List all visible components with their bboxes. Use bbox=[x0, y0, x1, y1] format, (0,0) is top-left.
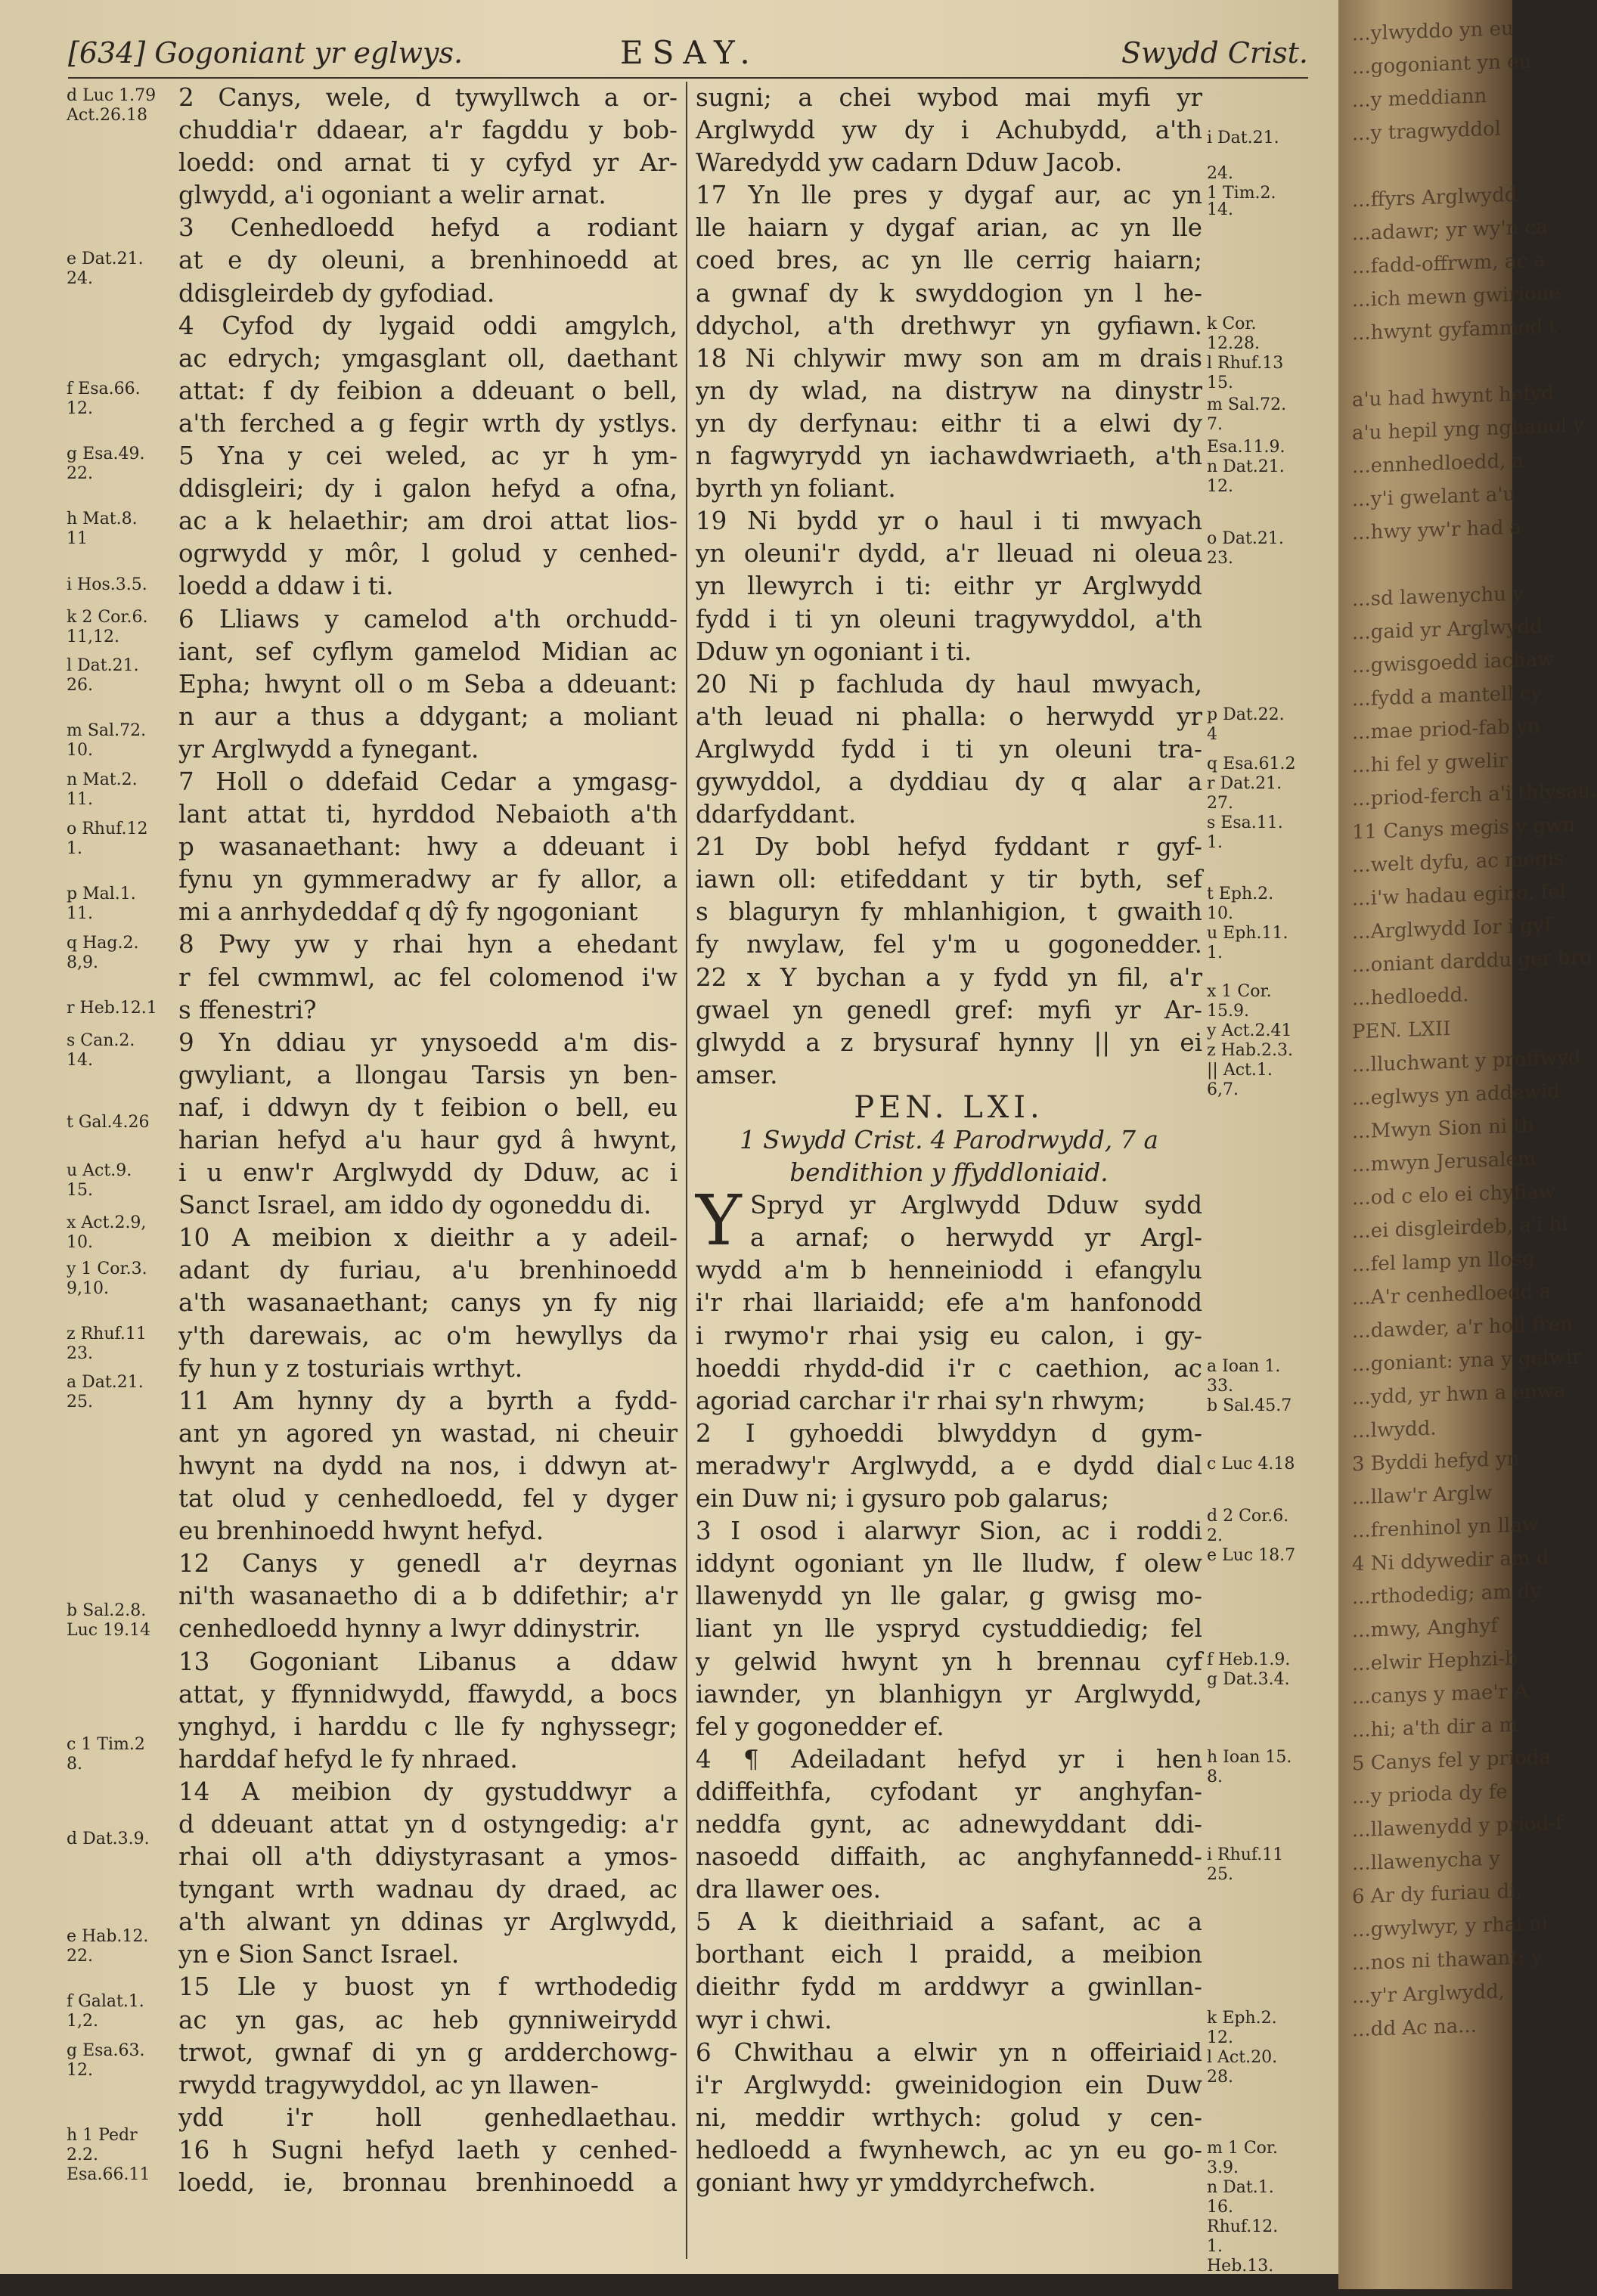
text-line: 17 Yn lle pres y dygaf aur, ac yn bbox=[696, 181, 1202, 210]
header-right: Swydd Crist. bbox=[1121, 36, 1308, 70]
text-line: harddaf hefyd le fy nhraed. bbox=[178, 1744, 518, 1774]
margin-reference: m Sal.72. 10. bbox=[67, 721, 147, 761]
facing-page-line: ...ydd, yr hwn a enwa bbox=[1352, 1379, 1566, 1410]
facing-page-line: 11 Canys megis y gwn bbox=[1352, 813, 1575, 844]
text-line: 12 Canys y genedl a'r deyrnas bbox=[178, 1549, 678, 1579]
margin-reference: h 1 Pedr 2.2. Esa.66.11 bbox=[67, 2126, 150, 2185]
text-line: mi a anrhydeddaf q dŷ fy ngogoniant bbox=[178, 897, 638, 927]
text-line: 8 Pwy yw y rhai hyn a ehedant bbox=[178, 930, 678, 959]
facing-page-line: ...lwydd. bbox=[1352, 1417, 1437, 1443]
facing-page-line: ...y prioda dy fe bbox=[1352, 1780, 1508, 1809]
text-line: coed bres, ac yn lle cerrig haiarn; bbox=[696, 246, 1202, 275]
text-line: ddisgleiri; dy i galon hefyd a ofna, bbox=[178, 474, 678, 504]
text-line: fel y gogonedder ef. bbox=[696, 1712, 944, 1741]
facing-page-line: ...hedloedd. bbox=[1352, 983, 1469, 1011]
text-line: a arnaf; o herwydd yr Argl- bbox=[750, 1223, 1202, 1253]
facing-page-line: ...hwynt gyfammod t bbox=[1352, 314, 1557, 345]
text-line: 4 ¶ Adeiladant hefyd yr i hen bbox=[696, 1744, 1202, 1774]
margin-reference: c Luc 4.18 bbox=[1207, 1455, 1295, 1474]
margin-reference: m 1 Cor. 3.9. n Dat.1. 16. Rhuf.12. 1. Heb.13. 15. bbox=[1207, 2139, 1279, 2296]
margin-reference: e Hab.12. 22. bbox=[67, 1927, 149, 1966]
text-line: a'th ferched a g fegir wrth dy ystlys. bbox=[178, 408, 678, 438]
margin-reference: d 2 Cor.6. 2. e Luc 18.7 bbox=[1207, 1507, 1296, 1566]
margin-reference: m Sal.72. 7. bbox=[1207, 395, 1287, 435]
facing-page-line: PEN. LXII bbox=[1352, 1017, 1451, 1044]
text-line: llawenydd yn lle galar, g gwisg mo- bbox=[696, 1582, 1202, 1611]
margin-reference: c 1 Tim.2 8. bbox=[67, 1734, 145, 1774]
facing-page-line: ...y'r Arglwydd, bbox=[1352, 1980, 1505, 2009]
margin-reference: Esa.11.9. n Dat.21. 12. bbox=[1207, 438, 1285, 497]
text-line: s ffenestri? bbox=[178, 995, 317, 1024]
facing-page-line: ...ich mewn gwirione bbox=[1352, 281, 1561, 312]
text-line: 7 Holl o ddefaid Cedar a ymgasg- bbox=[178, 767, 678, 796]
facing-page-line: 3 Byddi hefyd yn bbox=[1352, 1447, 1520, 1476]
margin-reference: d Luc 1.79 Act.26.18 bbox=[67, 86, 157, 125]
facing-page-line: a'u hepil yng nghanol y bbox=[1352, 414, 1584, 445]
margin-reference: i Rhuf.11 25. bbox=[1207, 1845, 1284, 1885]
text-line: fy hun y z tosturiais wrthyt. bbox=[178, 1353, 523, 1383]
text-line: gwael yn genedl gref: myfi yr Ar- bbox=[696, 995, 1202, 1024]
header-left: [634] Gogoniant yr eglwys. bbox=[68, 36, 464, 70]
facing-page-line: ...priod-ferch a'i thlysau. bbox=[1352, 779, 1597, 811]
facing-page-line: ...oniant darddu ger bro bbox=[1352, 946, 1592, 978]
text-line: rhai oll a'th ddiystyrasant a ymos- bbox=[178, 1842, 678, 1872]
margin-reference: f Galat.1. 1,2. bbox=[67, 1992, 144, 2031]
margin-reference: k 2 Cor.6. 11,12. bbox=[67, 607, 148, 646]
text-line: fy nwylaw, fel y'm u gogonedder. bbox=[696, 930, 1202, 959]
text-line: ant yn agored yn wastad, ni cheuir bbox=[178, 1418, 678, 1448]
text-line: i'r rhai llariaidd; efe a'm hanfonodd bbox=[696, 1288, 1202, 1318]
text-line: wydd a'm b henneiniodd i efangylu bbox=[696, 1256, 1202, 1285]
margin-reference: d Dat.3.9. bbox=[67, 1829, 150, 1848]
text-line: 15 Lle y buost yn f wrthodedig bbox=[178, 1972, 678, 2002]
facing-page-line: ...nos ni thawant; y bbox=[1352, 1945, 1543, 1975]
text-line: attat: f dy feibion a ddeuant o bell, bbox=[178, 376, 678, 405]
margin-reference: q Esa.61.2 r Dat.21. 27. s Esa.11. 1. bbox=[1207, 754, 1296, 852]
facing-page-line: ...welt dyfu, ac megis bbox=[1352, 847, 1564, 878]
margin-reference: a Dat.21. 25. bbox=[67, 1373, 144, 1412]
text-line: ac a k helaethir; am droi attat lios- bbox=[178, 507, 678, 536]
margin-reference: t Gal.4.26 bbox=[67, 1112, 150, 1132]
text-line: Dduw yn ogoniant i ti. bbox=[696, 637, 972, 666]
text-line: glwydd a z brysuraf hynny || yn ei bbox=[696, 1027, 1202, 1057]
margin-reference: 14. bbox=[1207, 200, 1233, 219]
text-line: cenhedloedd hynny a lwyr ddinystrir. bbox=[178, 1614, 641, 1644]
text-line: i u enw'r Arglwydd dy Dduw, ac i bbox=[178, 1158, 678, 1188]
facing-page-line: ...hi fel y gwelir bbox=[1352, 749, 1509, 778]
text-line: gwyliant, a llongau Tarsis yn ben- bbox=[178, 1060, 678, 1089]
margin-reference: p Dat.22. 4 bbox=[1207, 705, 1285, 744]
margin-reference: q Hag.2. 8,9. bbox=[67, 933, 139, 972]
margin-reference: e Dat.21. 24. bbox=[67, 249, 144, 288]
facing-page-line: ...adawr; yr wy'n ca bbox=[1352, 215, 1548, 246]
text-line: yn dy derfynau: eithr ti a elwi dy bbox=[696, 408, 1202, 438]
margin-reference: p Mal.1. 11. bbox=[67, 884, 136, 923]
margin-reference: i Dat.21. bbox=[1207, 129, 1279, 148]
margin-reference: k Cor. 12.28. l Rhuf.13 15. bbox=[1207, 314, 1284, 392]
margin-reference: h Mat.8. 11 bbox=[67, 510, 138, 549]
margin-reference: h Ioan 15. 8. bbox=[1207, 1748, 1292, 1787]
text-line: neddfa gynt, ac adnewyddant ddi- bbox=[696, 1809, 1202, 1839]
facing-page-line: ...llawenydd y priod-f bbox=[1352, 1811, 1563, 1842]
text-line: yn e Sion Sanct Israel. bbox=[178, 1940, 460, 1969]
facing-page-line: ...od c elo ei chyfiaw bbox=[1352, 1179, 1555, 1210]
text-line: hwynt na dydd na nos, i ddwyn at- bbox=[178, 1451, 678, 1480]
text-line: 19 Ni bydd yr o haul i ti mwyach bbox=[696, 507, 1202, 536]
text-line: a'th alwant yn ddinas yr Arglwydd, bbox=[178, 1907, 678, 1937]
text-line: 3 Cenhedloedd hefyd a rodiant bbox=[178, 213, 678, 243]
text-line: loedd a ddaw i ti. bbox=[178, 572, 394, 601]
text-line: 10 A meibion x dieithr a y adeil- bbox=[178, 1223, 678, 1253]
left-column bbox=[178, 82, 678, 2199]
text-line: a gwnaf dy k swyddogion yn l he- bbox=[696, 278, 1202, 308]
text-line: 2 I gyhoeddi blwyddyn d gym- bbox=[696, 1418, 1202, 1448]
facing-page-line: ...hi; a'th dir a m bbox=[1352, 1713, 1518, 1743]
facing-page-line: 4 Ni ddywedir am d bbox=[1352, 1546, 1549, 1576]
text-line: iddynt ogoniant yn lle lludw, f olew bbox=[696, 1549, 1202, 1579]
text-line: ni'th wasanaetho di a b ddifethir; a'r bbox=[178, 1582, 678, 1611]
facing-page-line: ...dd Ac na... bbox=[1352, 2014, 1477, 2042]
facing-page-line: ...elwir Hephzi-b bbox=[1352, 1647, 1518, 1676]
text-line: 6 Lliaws y camelod a'th orchudd- bbox=[178, 604, 678, 634]
facing-page-line: ...hwy yw'r had a bbox=[1352, 516, 1522, 545]
facing-page-line: ...llaw'r Arglw bbox=[1352, 1481, 1493, 1510]
text-line: 5 Yna y cei weled, ac yr h ym- bbox=[178, 442, 678, 471]
facing-page-line: ...Arglwydd Ior i gyf bbox=[1352, 914, 1552, 944]
drop-cap: Y bbox=[696, 1180, 742, 1262]
margin-reference: g Esa.63. 12. bbox=[67, 2041, 145, 2080]
text-line: 2 Canys, wele, d tywyllwch a or- bbox=[178, 83, 678, 112]
facing-page-line: ...mwy, Anghyf bbox=[1352, 1614, 1498, 1643]
text-line: d ddeuant attat yn d ostyngedig: a'r bbox=[178, 1809, 678, 1839]
text-line: nasoedd diffaith, ac anghyfannedd- bbox=[696, 1842, 1202, 1872]
text-line: yn oleuni'r dydd, a'r lleuad ni oleua bbox=[696, 539, 1202, 569]
margin-reference: f Esa.66. 12. bbox=[67, 379, 141, 418]
text-line: loedd: ond arnat ti y cyfyd yr Ar- bbox=[178, 148, 678, 178]
facing-page-line: ...ei disgleirdeb, a'i hi bbox=[1352, 1213, 1568, 1244]
facing-page-line: ...y meddiann bbox=[1352, 85, 1487, 113]
margin-reference: g Esa.49. 22. bbox=[67, 445, 145, 484]
text-line: ein Duw ni; i gysuro pob galarus; bbox=[696, 1484, 1110, 1514]
facing-page-line: ...sd lawenychu y bbox=[1352, 582, 1524, 612]
facing-page-line: ...eglwys yn addewid bbox=[1352, 1080, 1560, 1111]
text-line: ddisgleirdeb dy gyfodiad. bbox=[178, 278, 495, 308]
column-divider bbox=[686, 82, 687, 2259]
text-line: Spryd yr Arglwydd Dduw sydd bbox=[750, 1191, 1202, 1220]
text-line: liant yn lle yspryd cystuddiedig; fel bbox=[696, 1614, 1202, 1644]
text-line: ddiffeithfa, cyfodant yr anghyfan- bbox=[696, 1777, 1202, 1806]
facing-page-line: ...ennhedloedd, a bbox=[1352, 449, 1524, 479]
text-line: ydd i'r holl genhedlaethau. bbox=[178, 2102, 678, 2132]
margin-reference: z Rhuf.11 23. bbox=[67, 1324, 147, 1363]
text-line: glwydd, a'i ogoniant a welir arnat. bbox=[178, 181, 606, 210]
text-line: borthant eich l praidd, a meibion bbox=[696, 1940, 1202, 1969]
text-line: dieithr fydd m arddwyr a gwinllan- bbox=[696, 1972, 1202, 2002]
text-line: iawnder, yn blanhigyn yr Arglwydd, bbox=[696, 1679, 1202, 1709]
chapter-summary-1: 1 Swydd Crist. 4 Parodrwydd, 7 a bbox=[740, 1126, 1158, 1154]
text-line: a'th leuad ni phalla: o herwydd yr bbox=[696, 702, 1202, 731]
margin-reference: o Dat.21. 23. bbox=[1207, 529, 1284, 569]
text-line: tyngant wrth wadnau dy draed, ac bbox=[178, 1875, 678, 1904]
text-line: at e dy oleuni, a brenhinoedd at bbox=[178, 246, 678, 275]
text-line: adant dy furiau, a'u brenhinoedd bbox=[178, 1256, 678, 1285]
text-line: Arglwydd yw dy i Achubydd, a'th bbox=[696, 116, 1202, 145]
text-line: n fagwyrydd yn iachawdwriaeth, a'th bbox=[696, 442, 1202, 471]
margin-reference: o Rhuf.12 1. bbox=[67, 819, 148, 858]
chapter-summary-2: bendithion y ffyddloniaid. bbox=[789, 1158, 1109, 1188]
text-line: lant attat ti, hyrddod Nebaioth a'th bbox=[178, 800, 678, 829]
text-line: y'th darewais, ac o'm hewyllys da bbox=[178, 1321, 678, 1350]
text-line: ac edrych; ymgasglant oll, daethant bbox=[178, 343, 678, 373]
text-line: ddarfyddant. bbox=[696, 800, 857, 829]
text-line: 6 Chwithau a elwir yn n offeiriaid bbox=[696, 2037, 1202, 2067]
text-line: Waredydd yw cadarn Dduw Jacob. bbox=[696, 148, 1123, 178]
margin-reference: x Act.2.9, 10. bbox=[67, 1213, 147, 1253]
margin-reference: u Act.9. 15. bbox=[67, 1161, 132, 1201]
margin-reference: b Sal.2.8. Luc 19.14 bbox=[67, 1601, 151, 1641]
text-line: y gelwid hwynt yn h brennau cyf bbox=[696, 1647, 1202, 1676]
text-line: loedd, ie, bronnau brenhinoedd a bbox=[178, 2168, 678, 2197]
text-line: yr Arglwydd a fynegant. bbox=[178, 734, 479, 764]
facing-page-line: ...mae priod-fab yn bbox=[1352, 714, 1540, 745]
margin-reference: r Heb.12.1 bbox=[67, 998, 157, 1018]
text-line: 3 I osod i alarwyr Sion, ac i roddi bbox=[696, 1517, 1202, 1546]
facing-page-line: ...mwyn Jerusalem bbox=[1352, 1147, 1537, 1177]
facing-page-line: ...canys y mae'r A bbox=[1352, 1680, 1529, 1709]
text-line: goniant hwy yr ymddyrchefwch. bbox=[696, 2168, 1096, 2197]
text-line: ni, meddir wrthych: golud y cen- bbox=[696, 2102, 1202, 2132]
right-column bbox=[696, 82, 1202, 2199]
text-line: chuddia'r ddaear, a'r fagddu y bob- bbox=[178, 116, 678, 145]
facing-page-line: ...gaid yr Arglwydd bbox=[1352, 615, 1543, 645]
text-line: i rwymo'r rhai ysig eu calon, i gy- bbox=[696, 1321, 1202, 1350]
text-line: p wasanaethant: hwy a ddeuant i bbox=[178, 832, 678, 862]
facing-page-line: ...ylwyddo yn eu bbox=[1352, 17, 1514, 46]
facing-page-line: 6 Ar dy furiau di, bbox=[1352, 1879, 1522, 1909]
text-line: s blaguryn fy mhlanhigion, t gwaith bbox=[696, 897, 1202, 927]
text-line: iawn oll: etifeddant y tir byth, sef bbox=[696, 865, 1202, 894]
margin-reference: i Hos.3.5. bbox=[67, 575, 147, 594]
text-line: 13 Gogoniant Libanus a ddaw bbox=[178, 1647, 678, 1676]
text-line: iant, sef cyflym gamelod Midian ac bbox=[178, 637, 678, 666]
text-line: ogrwydd y môr, l golud y cenhed- bbox=[178, 539, 678, 569]
text-line: eu brenhinoedd hwynt hefyd. bbox=[178, 1517, 544, 1546]
text-line: 14 A meibion dy gystuddwyr a bbox=[178, 1777, 678, 1806]
facing-page-line: ...A'r cenhedloedd a bbox=[1352, 1280, 1552, 1310]
text-line: 11 Am hynny dy a byrth a fydd- bbox=[178, 1386, 678, 1415]
chapter-heading: PEN. LXI. bbox=[854, 1089, 1044, 1125]
facing-page-line: ...gwisgoedd iachaw bbox=[1352, 648, 1555, 678]
text-line: hedloedd a fwynhewch, ac yn eu go- bbox=[696, 2135, 1202, 2164]
margin-reference: f Heb.1.9. g Dat.3.4. bbox=[1207, 1650, 1291, 1689]
text-line: 16 h Sugni hefyd laeth y cenhed- bbox=[178, 2135, 678, 2164]
facing-page-line: ...dawder, a'r holl fren bbox=[1352, 1312, 1574, 1343]
text-line: hoeddi rhydd-did i'r c caethion, ac bbox=[696, 1353, 1202, 1383]
facing-page-line: ...y tragwyddol bbox=[1352, 117, 1501, 146]
text-line: Epha; hwynt oll o m Seba a ddeuant: bbox=[178, 669, 678, 699]
text-line: meradwy'r Arglwydd, a e dydd dial bbox=[696, 1451, 1202, 1480]
facing-page-line: ...goniant: yna y gelwir bbox=[1352, 1345, 1582, 1377]
text-line: 5 A k dieithriaid a safant, ac a bbox=[696, 1907, 1202, 1937]
text-line: Sanct Israel, am iddo dy ogoneddu di. bbox=[178, 1191, 652, 1220]
margin-reference: x 1 Cor. 15.9. y Act.2.41 z Hab.2.3. || Act.1. 6,7. bbox=[1207, 982, 1293, 1100]
facing-page-line: ...gwylwyr, y rhai ni bbox=[1352, 1912, 1549, 1942]
text-line: yn llewyrch i ti: eithr yr Arglwydd bbox=[696, 572, 1202, 601]
text-line: trwot, gwnaf di yn g ardderchowg- bbox=[178, 2037, 678, 2067]
facing-page-line: ...frenhinol yn llaw bbox=[1352, 1513, 1540, 1543]
facing-page-line: ...Mwyn Sion ni th bbox=[1352, 1114, 1534, 1144]
margin-reference: k Eph.2. 12. l Act.20. 28. bbox=[1207, 2008, 1278, 2087]
margin-reference: y 1 Cor.3. 9,10. bbox=[67, 1259, 147, 1298]
facing-page-line: a'u had hwynt hefyd bbox=[1352, 382, 1555, 412]
facing-page-line: ...rthodedig; am dy bbox=[1352, 1579, 1542, 1610]
text-line: gywyddol, a dyddiau dy q alar a bbox=[696, 767, 1202, 796]
text-line: fydd i ti yn oleuni tragywyddol, a'th bbox=[696, 604, 1202, 634]
facing-page-line: 5 Canys fel y prioda bbox=[1352, 1746, 1551, 1776]
facing-page-edge bbox=[1338, 0, 1597, 2289]
margin-reference: n Mat.2. 11. bbox=[67, 770, 138, 810]
header-book-title: ESAY. bbox=[620, 34, 759, 71]
facing-page-line: ...lluchwant y proffwyd bbox=[1352, 1046, 1581, 1077]
text-line: ac yn gas, ac heb gynniweirydd bbox=[178, 2005, 678, 2034]
text-line: wyr i chwi. bbox=[696, 2005, 833, 2034]
text-line: sugni; a chei wybod mai myfi yr bbox=[696, 83, 1202, 112]
facing-page-line: ...llawenycha y bbox=[1352, 1847, 1500, 1876]
margin-reference: t Eph.2. 10. u Eph.11. 1. bbox=[1207, 884, 1288, 962]
text-line: dra llawer oes. bbox=[696, 1875, 881, 1904]
text-line: 9 Yn ddiau yr ynysoedd a'm dis- bbox=[178, 1027, 678, 1057]
margin-reference: 24. 1 Tim.2. bbox=[1207, 164, 1276, 203]
text-line: 18 Ni chlywir mwy son am m drais bbox=[696, 343, 1202, 373]
facing-page-line: ...y'i gwelant a'u bbox=[1352, 482, 1516, 512]
text-line: fynu yn gymmeradwy ar fy allor, a bbox=[178, 865, 678, 894]
margin-reference: a Ioan 1. 33. b Sal.45.7 bbox=[1207, 1356, 1292, 1415]
text-line: attat, y ffynnidwydd, ffawydd, a bocs bbox=[178, 1679, 678, 1709]
facing-page-line: ...fydd a mantell cy bbox=[1352, 681, 1543, 711]
text-line: i'r Arglwydd: gweinidogion ein Duw bbox=[696, 2070, 1202, 2099]
facing-page-line: ...i'w hadau egino, fel bbox=[1352, 880, 1566, 911]
text-line: n aur a thus a ddygant; a moliant bbox=[178, 702, 678, 731]
text-line: yn dy wlad, na distryw na dinystr bbox=[696, 376, 1202, 405]
text-line: harian hefyd a'u haur gyd â hwynt, bbox=[178, 1126, 678, 1154]
facing-page-line: ...fadd-offrwm, ac a bbox=[1352, 249, 1546, 279]
text-line: byrth yn foliant. bbox=[696, 474, 896, 504]
text-line: 20 Ni p fachluda dy haul mwyach, bbox=[696, 669, 1202, 699]
facing-page-line: ...fel lamp yn llosg bbox=[1352, 1247, 1535, 1277]
facing-page-line: ...ffyrs Arglwydd bbox=[1352, 183, 1518, 212]
text-line: lle haiarn y dygaf arian, ac yn lle bbox=[696, 213, 1202, 243]
text-line: 22 x Y bychan a y fydd yn fil, a'r bbox=[696, 962, 1202, 992]
text-line: a'th wasanaethant; canys yn fy nig bbox=[178, 1288, 678, 1318]
text-line: agoriad carchar i'r rhai sy'n rhwym; bbox=[696, 1386, 1146, 1415]
text-line: 21 Dy bobl hefyd fyddant r gyf- bbox=[696, 832, 1202, 862]
running-header bbox=[68, 30, 1308, 76]
text-line: rwydd tragywyddol, ac yn llawen- bbox=[178, 2070, 599, 2099]
text-line: Arglwydd fydd i ti yn oleuni tra- bbox=[696, 734, 1202, 764]
header-rule bbox=[68, 77, 1308, 79]
text-line: 4 Cyfod dy lygaid oddi amgylch, bbox=[178, 311, 678, 340]
text-line: tat olud y cenhedloedd, fel y dyger bbox=[178, 1484, 678, 1514]
margin-reference: l Dat.21. 26. bbox=[67, 656, 139, 696]
text-line: r fel cwmmwl, ac fel colomenod i'w bbox=[178, 962, 678, 992]
text-line: ddychol, a'th drethwyr yn gyfiawn. bbox=[696, 311, 1202, 340]
text-line: naf, i ddwyn dy t feibion o bell, eu bbox=[178, 1092, 678, 1122]
text-line: amser. bbox=[696, 1060, 778, 1089]
margin-reference: s Can.2. 14. bbox=[67, 1030, 135, 1070]
facing-page-line: ...gogoniant yn eu bbox=[1352, 50, 1532, 79]
text-line: ynghyd, i harddu c lle fy nghyssegr; bbox=[178, 1712, 678, 1741]
